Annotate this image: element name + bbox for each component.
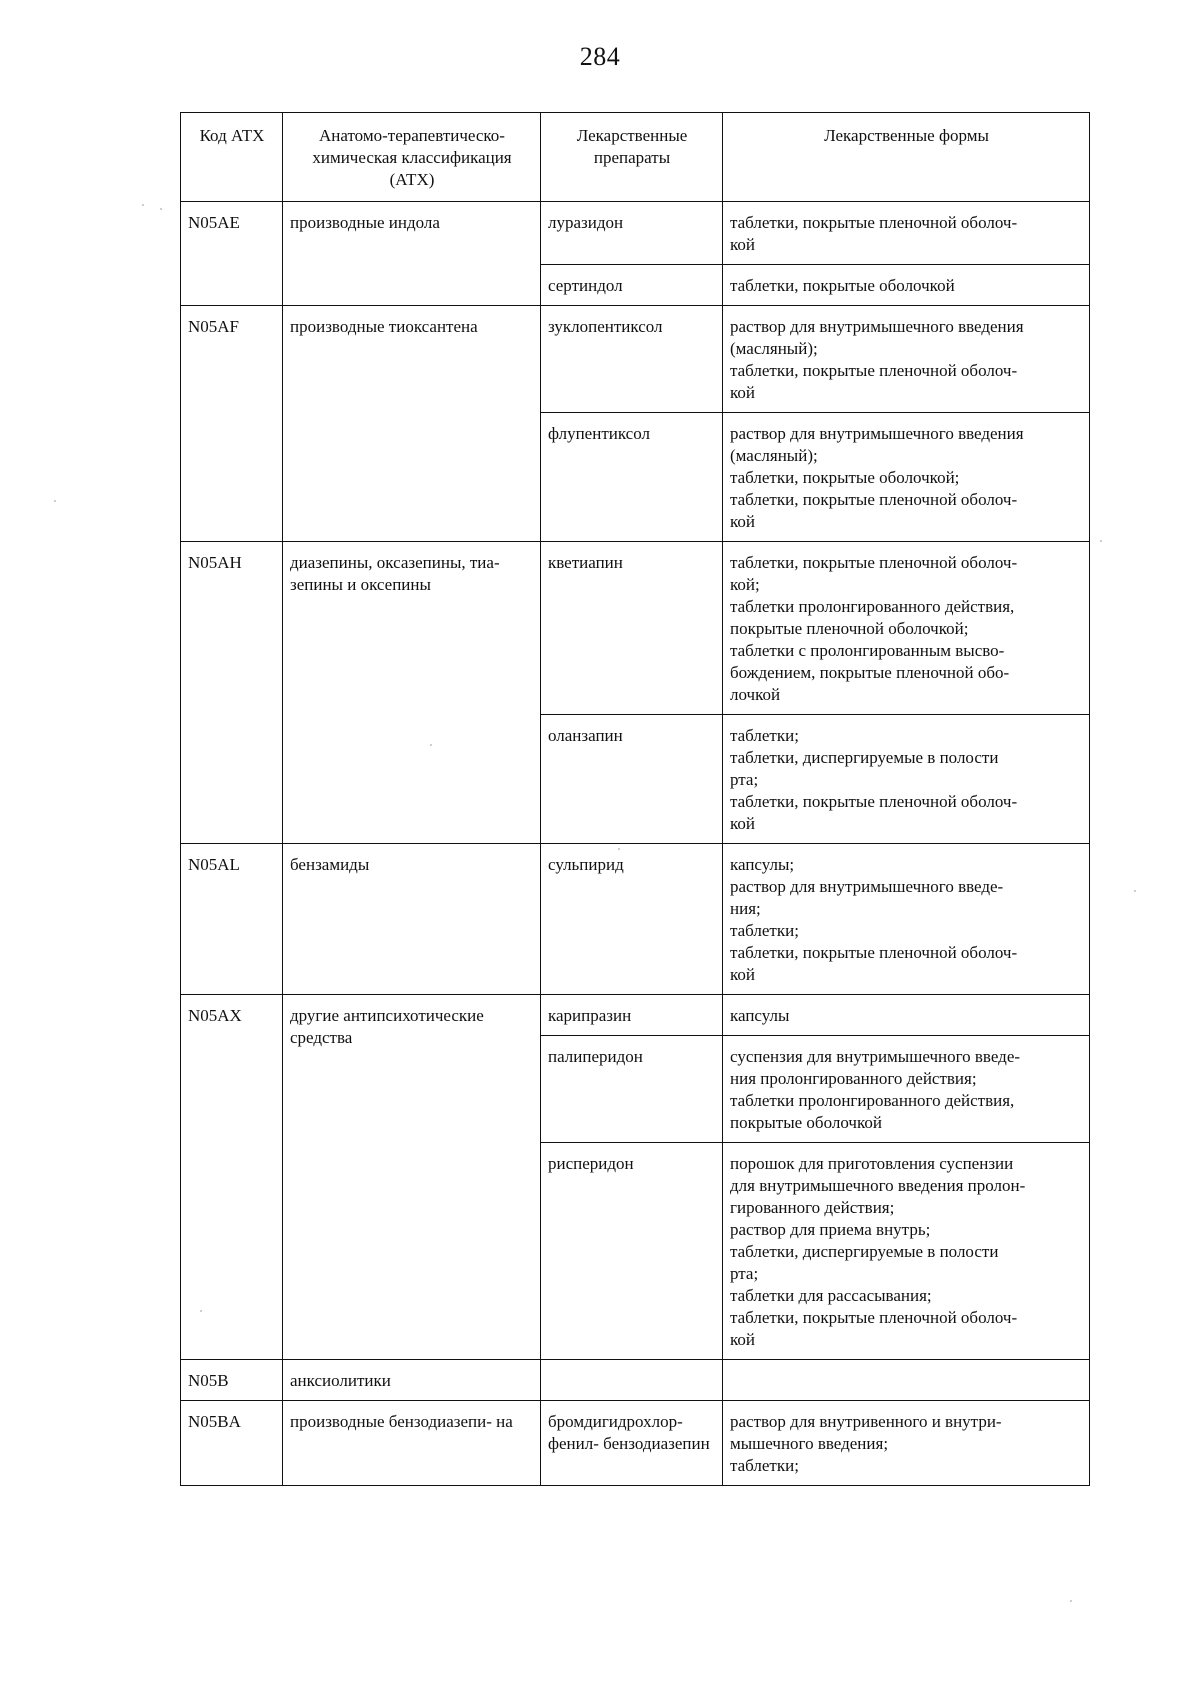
classification-cell: анксиолитики xyxy=(283,1360,541,1401)
classification-cell: производные тиоксантена xyxy=(283,306,541,542)
dosage-form-line: покрытые оболочкой xyxy=(730,1113,882,1132)
drug-name-cell: сульпирид xyxy=(541,844,723,995)
classification-cell: диазепины, оксазепины, тиа- зепины и оксепины xyxy=(283,542,541,844)
dosage-forms-cell xyxy=(723,202,1090,265)
table-row xyxy=(181,202,1090,265)
scan-speck xyxy=(618,848,620,850)
drug-name-cell xyxy=(541,1360,723,1401)
dosage-form-line: ния пролонгированного действия; xyxy=(730,1069,977,1088)
dosage-form-line: рта; xyxy=(730,1264,759,1283)
drug-name-cell: сертиндол xyxy=(541,265,723,306)
atc-code-cell: N05AL xyxy=(181,844,283,995)
dosage-form-line: таблетки с пролонгированным высво- xyxy=(730,641,1005,660)
classification-cell: другие антипсихотические средства xyxy=(283,995,541,1360)
table-body xyxy=(181,202,1090,1486)
atc-code-cell: N05BA xyxy=(181,1401,283,1486)
dosage-forms-cell xyxy=(723,1401,1090,1486)
dosage-form-line: кой xyxy=(730,1330,755,1349)
dosage-form-line: гированного действия; xyxy=(730,1198,895,1217)
dosage-form-line: раствор для внутримышечного введе- xyxy=(730,877,1004,896)
dosage-form-line: таблетки, покрытые пленочной оболоч- xyxy=(730,792,1018,811)
dosage-form-line: бождением, покрытые пленочной обо- xyxy=(730,663,1010,682)
atc-code-cell: N05AE xyxy=(181,202,283,306)
dosage-form-line: капсулы; xyxy=(730,855,795,874)
dosage-form-line: раствор для приема внутрь; xyxy=(730,1220,931,1239)
dosage-forms-cell xyxy=(723,1143,1090,1360)
table-row xyxy=(181,542,1090,715)
dosage-form-line: порошок для приготовления суспензии xyxy=(730,1154,1014,1173)
atc-classification-table xyxy=(180,112,1090,1486)
dosage-form-line: таблетки для рассасывания; xyxy=(730,1286,932,1305)
dosage-form-line: таблетки, диспергируемые в полости xyxy=(730,748,999,767)
dosage-form-line: суспензия для внутримышечного введе- xyxy=(730,1047,1021,1066)
dosage-forms-cell xyxy=(723,995,1090,1036)
dosage-form-line: таблетки; xyxy=(730,726,799,745)
table-row xyxy=(181,844,1090,995)
dosage-forms-cell xyxy=(723,306,1090,413)
dosage-form-line: (масляный); xyxy=(730,339,818,358)
drug-name-cell: луразидон xyxy=(541,202,723,265)
scan-speck xyxy=(1070,1600,1072,1602)
scan-speck xyxy=(1134,890,1136,892)
drug-name-cell: зуклопентиксол xyxy=(541,306,723,413)
dosage-forms-cell xyxy=(723,1360,1090,1401)
dosage-forms-cell xyxy=(723,715,1090,844)
classification-cell: бензамиды xyxy=(283,844,541,995)
dosage-form-line: покрытые пленочной оболочкой; xyxy=(730,619,969,638)
drug-name-cell: бромдигидрохлор- фенил- бензодиазепин xyxy=(541,1401,723,1486)
dosage-form-line: раствор для внутримышечного введения xyxy=(730,317,1024,336)
dosage-form-line: таблетки, покрытые пленочной оболоч- xyxy=(730,361,1018,380)
dosage-form-line: кой xyxy=(730,965,755,984)
dosage-form-line: таблетки, покрытые пленочной оболоч- xyxy=(730,553,1018,572)
classification-cell: производные бензодиазепи- на xyxy=(283,1401,541,1486)
dosage-form-line: капсулы xyxy=(730,1006,790,1025)
dosage-form-line: кой xyxy=(730,512,755,531)
dosage-form-line: (масляный); xyxy=(730,446,818,465)
dosage-form-line: таблетки, покрытые пленочной оболоч- xyxy=(730,1308,1018,1327)
header-code: Код АТХ xyxy=(181,113,283,202)
dosage-form-line: рта; xyxy=(730,770,759,789)
dosage-form-line: таблетки; xyxy=(730,1456,799,1475)
drug-name-cell: рисперидон xyxy=(541,1143,723,1360)
scan-speck xyxy=(142,204,144,206)
atc-code-cell: N05AF xyxy=(181,306,283,542)
scan-speck xyxy=(430,744,432,746)
dosage-form-line: таблетки, покрытые пленочной оболоч- xyxy=(730,943,1018,962)
classification-cell: производные индола xyxy=(283,202,541,306)
dosage-form-line: кой xyxy=(730,814,755,833)
dosage-forms-cell xyxy=(723,1036,1090,1143)
page-number: 284 xyxy=(579,42,621,71)
atc-code-cell: N05AH xyxy=(181,542,283,844)
table-row xyxy=(181,995,1090,1036)
drug-name-cell: флупентиксол xyxy=(541,413,723,542)
dosage-form-line: таблетки пролонгированного действия, xyxy=(730,1091,1015,1110)
atc-code-cell: N05B xyxy=(181,1360,283,1401)
scan-speck xyxy=(54,500,56,502)
dosage-forms-cell xyxy=(723,542,1090,715)
dosage-form-line: раствор для внутримышечного введения xyxy=(730,424,1024,443)
dosage-form-line: раствор для внутривенного и внутри- xyxy=(730,1412,1002,1431)
dosage-form-line: таблетки, покрытые пленочной оболоч- xyxy=(730,490,1018,509)
dosage-forms-cell xyxy=(723,265,1090,306)
dosage-form-line: кой xyxy=(730,383,755,402)
header-forms: Лекарственные формы xyxy=(723,113,1090,202)
table-row xyxy=(181,306,1090,413)
header-drugs: Лекарственные препараты xyxy=(541,113,723,202)
table-row xyxy=(181,1401,1090,1486)
dosage-form-line: ния; xyxy=(730,899,761,918)
dosage-form-line: таблетки пролонгированного действия, xyxy=(730,597,1015,616)
dosage-form-line: таблетки, диспергируемые в полости xyxy=(730,1242,999,1261)
header-classification: Анатомо-терапевтическо-химическая классификация (АТХ) xyxy=(283,113,541,202)
table-row xyxy=(181,1360,1090,1401)
dosage-form-line: кой; xyxy=(730,575,760,594)
drug-name-cell: палиперидон xyxy=(541,1036,723,1143)
dosage-form-line: для внутримышечного введения пролон- xyxy=(730,1176,1026,1195)
dosage-form-line: таблетки, покрытые оболочкой xyxy=(730,276,955,295)
dosage-form-line: таблетки; xyxy=(730,921,799,940)
dosage-form-line: кой xyxy=(730,235,755,254)
scan-speck xyxy=(160,208,162,210)
scan-speck xyxy=(1100,540,1102,542)
dosage-form-line: таблетки, покрытые пленочной оболоч- xyxy=(730,213,1018,232)
drug-name-cell: кветиапин xyxy=(541,542,723,715)
dosage-forms-cell xyxy=(723,413,1090,542)
dosage-form-line: лочкой xyxy=(730,685,781,704)
scan-speck xyxy=(200,1310,202,1312)
drug-name-cell: оланзапин xyxy=(541,715,723,844)
drug-name-cell: карипразин xyxy=(541,995,723,1036)
dosage-form-line: мышечного введения; xyxy=(730,1434,889,1453)
dosage-form-line: таблетки, покрытые оболочкой; xyxy=(730,468,960,487)
table-header-row xyxy=(181,113,1090,202)
dosage-forms-cell xyxy=(723,844,1090,995)
atc-code-cell: N05AX xyxy=(181,995,283,1360)
